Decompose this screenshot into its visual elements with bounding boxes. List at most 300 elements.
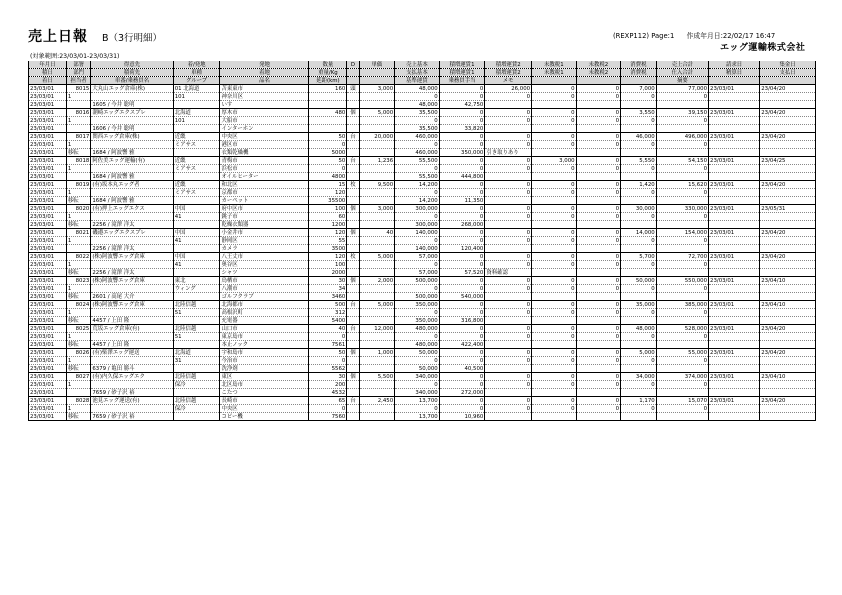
table-cell — [621, 365, 657, 373]
table-cell: 51 — [173, 309, 220, 317]
table-cell: 0 — [395, 333, 440, 341]
table-cell: 0 — [576, 381, 621, 389]
table-cell: (有)内久保エッグエク — [91, 373, 173, 381]
table-cell: 550,000 — [656, 277, 708, 285]
table-cell: 個 — [347, 109, 359, 117]
table-cell — [359, 381, 395, 389]
table-cell: 23/03/01 — [29, 141, 67, 149]
table-cell: 保冷 — [173, 381, 220, 389]
table-row — [29, 253, 816, 261]
table-cell — [576, 221, 621, 229]
table-cell: 540,000 — [439, 293, 485, 301]
table-cell — [656, 341, 708, 349]
table-cell: 0 — [485, 117, 532, 125]
table-cell — [760, 117, 816, 125]
table-cell — [709, 405, 760, 413]
table-cell — [709, 413, 760, 421]
table-cell: 14,200 — [395, 181, 440, 189]
table-cell: 0 — [532, 237, 577, 245]
table-cell: 0 — [532, 253, 577, 261]
column-header: 担当者 — [66, 77, 90, 85]
table-cell — [173, 197, 220, 205]
table-cell: 衣類乾燥機 — [220, 149, 309, 157]
created-date: 作成年月日:22/02/17 16:47 — [686, 32, 776, 40]
table-cell: 4457 / 上田 隆 — [91, 317, 173, 325]
table-row — [29, 413, 816, 421]
table-cell: 1 — [66, 189, 90, 197]
table-cell: 528,000 — [656, 325, 708, 333]
table-cell: 50,000 — [395, 365, 440, 373]
table-cell: 3500 — [309, 245, 347, 253]
table-row — [29, 117, 816, 125]
table-cell: 23/04/20 — [760, 253, 816, 261]
table-cell — [656, 413, 708, 421]
table-cell: 42,750 — [439, 101, 485, 109]
table-cell: 23/04/20 — [760, 133, 816, 141]
table-cell: 1 — [66, 261, 90, 269]
table-cell — [576, 317, 621, 325]
table-cell — [173, 365, 220, 373]
table-cell: 35,500 — [395, 125, 440, 133]
table-cell: 50 — [309, 133, 347, 141]
table-cell: 0 — [485, 189, 532, 197]
table-cell: 個 — [347, 277, 359, 285]
table-cell: 7561 — [309, 341, 347, 349]
table-cell: 保冷 — [173, 405, 220, 413]
table-cell — [709, 189, 760, 197]
table-cell: 0 — [656, 309, 708, 317]
table-cell — [347, 117, 359, 125]
column-header — [760, 77, 816, 85]
table-cell: 2256 / 滝澤 洋太 — [91, 269, 173, 277]
table-cell: 0 — [485, 253, 532, 261]
table-cell: 300,000 — [395, 221, 440, 229]
table-cell — [621, 101, 657, 109]
table-cell: 0 — [439, 205, 485, 213]
table-cell: 0 — [485, 141, 532, 149]
table-cell: 5400 — [309, 317, 347, 325]
table-cell — [347, 285, 359, 293]
table-cell: 0 — [621, 237, 657, 245]
table-cell: 23/03/01 — [29, 349, 67, 357]
column-header: 品名 — [220, 77, 309, 85]
table-cell — [347, 173, 359, 181]
table-cell: 個 — [347, 205, 359, 213]
table-cell: 23/03/01 — [29, 309, 67, 317]
table-cell — [359, 125, 395, 133]
table-cell: 30 — [309, 373, 347, 381]
table-cell: 8019 — [66, 181, 90, 189]
table-cell — [485, 173, 532, 181]
column-header — [347, 77, 359, 85]
table-cell: 48,000 — [621, 325, 657, 333]
table-cell — [347, 293, 359, 301]
table-cell — [91, 285, 173, 293]
table-cell — [359, 189, 395, 197]
table-cell — [760, 285, 816, 293]
table-cell: 0 — [656, 285, 708, 293]
table-row — [29, 189, 816, 197]
table-cell: 奥谷区 — [220, 261, 309, 269]
table-cell: 120,400 — [439, 245, 485, 253]
table-cell: 13,700 — [395, 413, 440, 421]
table-cell — [532, 293, 577, 301]
table-cell: 0 — [485, 285, 532, 293]
table-cell — [359, 413, 395, 421]
table-cell: ミアサス — [173, 141, 220, 149]
table-cell — [91, 237, 173, 245]
column-header: 積荷先 — [91, 69, 173, 77]
table-cell: 1 — [66, 237, 90, 245]
table-cell: 385,000 — [656, 301, 708, 309]
table-cell: 1 — [66, 405, 90, 413]
column-header — [359, 77, 395, 85]
column-header: 車番/乗務員名 — [91, 77, 173, 85]
table-cell — [347, 149, 359, 157]
column-header: 売上合計 — [656, 61, 708, 69]
table-cell: 14,000 — [621, 229, 657, 237]
table-cell: 0 — [439, 325, 485, 333]
table-cell — [173, 341, 220, 349]
table-cell: 350,000 — [395, 301, 440, 309]
table-cell — [359, 365, 395, 373]
table-cell: 23/04/20 — [760, 325, 816, 333]
table-cell: 厚木市 — [220, 109, 309, 117]
table-cell: 40,500 — [439, 365, 485, 373]
table-cell: 340,000 — [395, 389, 440, 397]
table-cell: 府中区市 — [220, 205, 309, 213]
table-cell — [91, 405, 173, 413]
table-row — [29, 173, 816, 181]
table-cell: 0 — [395, 189, 440, 197]
table-cell: 5,000 — [359, 301, 395, 309]
table-cell — [532, 389, 577, 397]
table-cell: 46,000 — [621, 133, 657, 141]
table-cell: 23/03/01 — [29, 317, 67, 325]
table-cell: 1200 — [309, 221, 347, 229]
table-cell: 72,700 — [656, 253, 708, 261]
table-row — [29, 221, 816, 229]
table-cell: 近畿 — [173, 181, 220, 189]
table-cell — [347, 93, 359, 101]
table-cell — [91, 357, 173, 365]
table-cell: (株)阿波響エッグ倉庫 — [91, 301, 173, 309]
table-cell — [309, 117, 347, 125]
table-cell: 引き取りあり — [485, 149, 532, 157]
table-cell — [760, 317, 816, 325]
table-cell: 0 — [532, 357, 577, 365]
table-cell: 0 — [532, 165, 577, 173]
table-cell: (有)押上エッグエクス — [91, 205, 173, 213]
table-cell: 宇和島市 — [220, 349, 309, 357]
sales-report-table — [28, 61, 816, 421]
table-cell: 北海都市 — [220, 301, 309, 309]
table-cell: 268,000 — [439, 221, 485, 229]
table-cell: 北区島市 — [220, 381, 309, 389]
column-header: 積増運賃2 — [485, 69, 532, 77]
table-cell: 480 — [309, 109, 347, 117]
table-cell: 0 — [621, 357, 657, 365]
table-cell: 496,000 — [656, 133, 708, 141]
table-cell: 0 — [656, 189, 708, 197]
table-cell: 0 — [621, 309, 657, 317]
table-cell — [347, 333, 359, 341]
table-cell: 300,000 — [395, 205, 440, 213]
table-cell: 8027 — [66, 373, 90, 381]
table-cell — [485, 125, 532, 133]
table-cell: 0 — [439, 405, 485, 413]
table-cell: 0 — [395, 213, 440, 221]
table-cell: 0 — [576, 373, 621, 381]
table-row — [29, 333, 816, 341]
table-cell — [91, 309, 173, 317]
table-cell: 0 — [621, 93, 657, 101]
table-cell: 0 — [485, 229, 532, 237]
table-cell — [173, 413, 220, 421]
table-cell: 0 — [532, 181, 577, 189]
table-cell: 0 — [485, 405, 532, 413]
table-cell — [656, 389, 708, 397]
table-cell: 23/03/01 — [709, 109, 760, 117]
table-cell: 0 — [576, 133, 621, 141]
table-cell — [760, 197, 816, 205]
column-header: メモ — [485, 77, 532, 85]
table-cell: 23/03/01 — [29, 325, 67, 333]
column-header: 基準運賃 — [395, 77, 440, 85]
table-row — [29, 301, 816, 309]
table-cell: 10,960 — [439, 413, 485, 421]
table-cell: 1,236 — [359, 157, 395, 165]
table-cell — [656, 245, 708, 253]
table-cell: 30 — [309, 277, 347, 285]
table-cell: 55 — [309, 237, 347, 245]
table-cell: 台 — [347, 325, 359, 333]
table-cell: 0 — [576, 309, 621, 317]
table-row — [29, 157, 816, 165]
table-cell: シャツ — [220, 269, 309, 277]
table-cell: 23/03/01 — [29, 253, 67, 261]
table-cell: 中国 — [173, 205, 220, 213]
table-cell: 1684 / 阿波響 雅 — [91, 149, 173, 157]
table-cell — [359, 245, 395, 253]
column-header — [709, 77, 760, 85]
table-cell — [656, 173, 708, 181]
table-cell: 0 — [439, 85, 485, 93]
table-cell: 12,000 — [359, 325, 395, 333]
table-cell: 0 — [576, 109, 621, 117]
table-cell: 0 — [439, 301, 485, 309]
table-cell: 0 — [532, 213, 577, 221]
column-header: 発地 — [220, 61, 309, 69]
table-cell: 移転 — [66, 365, 90, 373]
table-row — [29, 405, 816, 413]
table-cell — [656, 101, 708, 109]
table-cell: 八王丈市 — [220, 253, 309, 261]
table-row — [29, 197, 816, 205]
table-cell: 4800 — [309, 173, 347, 181]
table-cell — [347, 245, 359, 253]
table-cell: 大船市 — [220, 117, 309, 125]
table-cell: 0 — [576, 229, 621, 237]
table-cell: 移転 — [66, 269, 90, 277]
table-cell: 50,000 — [621, 277, 657, 285]
table-cell — [621, 341, 657, 349]
table-cell — [621, 413, 657, 421]
table-cell: 0 — [485, 237, 532, 245]
table-cell: 50 — [309, 349, 347, 357]
column-header: 着日 — [29, 77, 67, 85]
table-cell — [359, 101, 395, 109]
table-cell: 資料確認 — [485, 269, 532, 277]
table-cell: 0 — [439, 133, 485, 141]
table-cell: 0 — [576, 189, 621, 197]
table-cell: 0 — [576, 93, 621, 101]
table-cell — [347, 269, 359, 277]
table-cell: 7560 — [309, 413, 347, 421]
table-cell: 50,000 — [395, 349, 440, 357]
table-cell: 今治市 — [220, 357, 309, 365]
table-cell: 14,200 — [395, 197, 440, 205]
table-cell: 23/03/01 — [709, 229, 760, 237]
table-cell — [709, 125, 760, 133]
table-cell — [485, 197, 532, 205]
table-cell: 120 — [309, 253, 347, 261]
table-cell: 0 — [439, 397, 485, 405]
table-cell — [532, 413, 577, 421]
table-cell: 0 — [309, 405, 347, 413]
table-cell: 0 — [656, 93, 708, 101]
table-cell: 0 — [439, 109, 485, 117]
table-row — [29, 125, 816, 133]
table-cell — [760, 237, 816, 245]
table-cell: 移転 — [66, 341, 90, 349]
column-header — [532, 77, 577, 85]
table-cell: 0 — [439, 237, 485, 245]
table-cell: 0 — [439, 309, 485, 317]
column-header — [347, 69, 359, 77]
table-cell — [66, 173, 90, 181]
table-cell: 23/03/01 — [29, 405, 67, 413]
table-row — [29, 149, 816, 157]
table-cell: 23/03/01 — [29, 93, 67, 101]
table-cell — [621, 245, 657, 253]
table-cell: 0 — [395, 141, 440, 149]
table-cell: 0 — [439, 141, 485, 149]
table-cell — [485, 221, 532, 229]
column-header: 支払日 — [760, 69, 816, 77]
table-cell: 1 — [66, 117, 90, 125]
table-cell: 1605 / 今井 聡明 — [91, 101, 173, 109]
table-cell: 移転 — [66, 317, 90, 325]
table-cell — [347, 101, 359, 109]
table-cell: 八潮市 — [220, 285, 309, 293]
table-cell: 23/03/01 — [29, 285, 67, 293]
table-cell: 23/03/01 — [29, 341, 67, 349]
table-row — [29, 245, 816, 253]
table-cell: 51 — [173, 333, 220, 341]
table-cell — [576, 125, 621, 133]
table-cell — [347, 413, 359, 421]
table-cell: 23/03/01 — [29, 173, 67, 181]
table-cell: 8022 — [66, 253, 90, 261]
table-cell: 台 — [347, 133, 359, 141]
table-cell: 23/03/01 — [29, 397, 67, 405]
table-cell: 2256 / 滝澤 洋太 — [91, 221, 173, 229]
table-cell: 0 — [485, 109, 532, 117]
table-cell: 0 — [576, 349, 621, 357]
table-cell: 340,000 — [395, 373, 440, 381]
table-cell: 1,000 — [359, 349, 395, 357]
table-cell: 23/03/01 — [29, 373, 67, 381]
table-cell: 374,000 — [656, 373, 708, 381]
table-cell: 48,000 — [395, 101, 440, 109]
table-cell — [621, 389, 657, 397]
table-cell: 山口市 — [220, 325, 309, 333]
table-cell: 8023 — [66, 277, 90, 285]
table-cell: 0 — [621, 213, 657, 221]
table-cell — [485, 293, 532, 301]
table-cell — [576, 101, 621, 109]
table-cell — [709, 141, 760, 149]
table-cell — [656, 125, 708, 133]
table-cell: 0 — [576, 325, 621, 333]
table-cell: 23/03/01 — [29, 149, 67, 157]
table-cell: 7659 / 砂子沢 裕 — [91, 389, 173, 397]
table-cell: 11,350 — [439, 197, 485, 205]
table-cell — [91, 261, 173, 269]
table-cell: 0 — [485, 205, 532, 213]
column-header: 部署 — [66, 61, 90, 69]
table-cell — [359, 341, 395, 349]
header-row — [29, 61, 816, 69]
column-header: グループ — [173, 77, 220, 85]
table-cell — [347, 125, 359, 133]
table-cell — [359, 269, 395, 277]
table-cell: 6379 / 亀田 勝斗 — [91, 365, 173, 373]
table-cell: 0 — [439, 165, 485, 173]
table-cell: 350,000 — [395, 317, 440, 325]
table-cell: 枚 — [347, 253, 359, 261]
table-cell — [359, 333, 395, 341]
table-cell: 0 — [576, 333, 621, 341]
table-cell: 0 — [532, 333, 577, 341]
table-cell: 312 — [309, 309, 347, 317]
table-cell: 0 — [485, 397, 532, 405]
table-cell — [359, 197, 395, 205]
table-cell — [347, 381, 359, 389]
column-header: D — [347, 61, 359, 69]
table-cell: カーペット — [220, 197, 309, 205]
table-cell: いす — [220, 101, 309, 109]
table-cell: 23/03/01 — [29, 261, 67, 269]
table-cell: 0 — [576, 357, 621, 365]
table-cell: 23/03/01 — [709, 373, 760, 381]
table-cell: 高根沢町 — [220, 309, 309, 317]
table-cell: 0 — [439, 349, 485, 357]
table-cell: 23/03/01 — [709, 253, 760, 261]
table-cell: 460,000 — [395, 149, 440, 157]
table-cell: 0 — [439, 277, 485, 285]
table-row — [29, 261, 816, 269]
table-cell: 0 — [485, 333, 532, 341]
table-cell — [532, 317, 577, 325]
column-header: 支払基本 — [395, 69, 440, 77]
table-row — [29, 381, 816, 389]
table-cell: 小金井市 — [220, 229, 309, 237]
table-cell — [760, 413, 816, 421]
table-cell — [347, 405, 359, 413]
table-cell: 北海道 — [173, 349, 220, 357]
